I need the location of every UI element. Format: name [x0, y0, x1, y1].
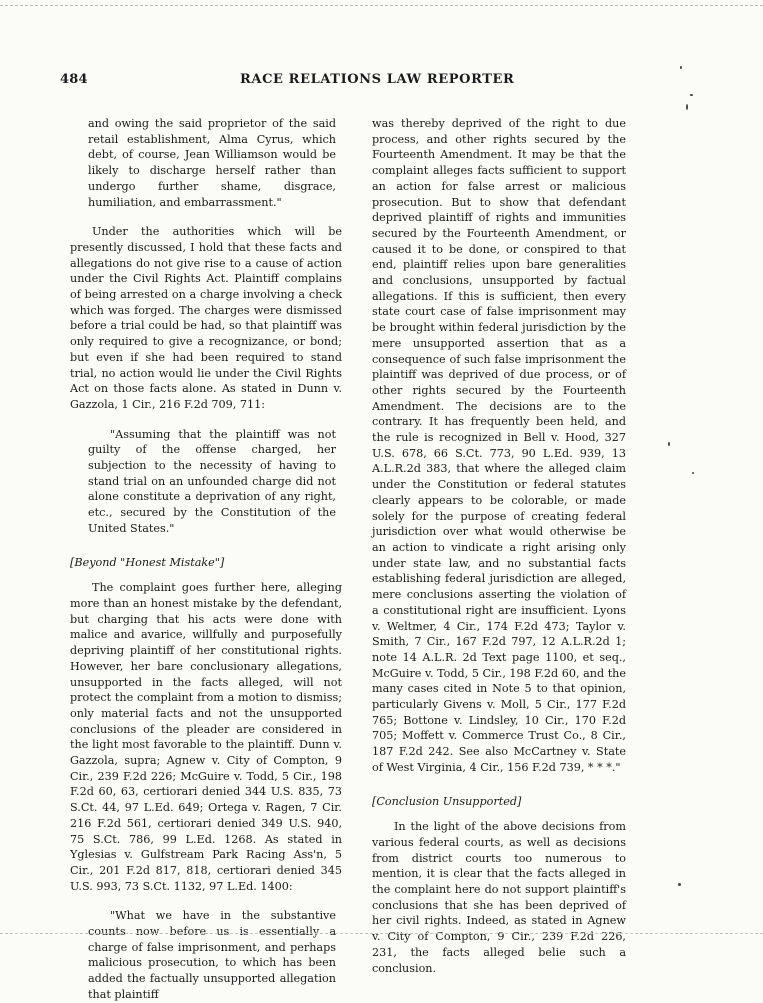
section-heading-conclusion: [Conclusion Unsupported]	[372, 794, 522, 808]
block-quote-yglesias: "What we have in the substantive counts now before us is essentially a charge of false imprisonment, and perhaps malicious prosecution, to which has been added the factually unsupported allegation that plaintiff	[88, 909, 336, 1001]
paragraph-quote-continued: was thereby deprived of the right to due process, and other rights secured by the Fourteenth Amendment. It may be that the complaint alleges facts sufficient to support an action for false arrest or malicious prosecution. But to show that defendant deprived plaintiff of rights and immunities secured by the Fourteenth Amendment, or caused it to be done, or conspired to that end, plaintiff relies upon bare generalities and conclusions, unsupported by factual allegations. If this is sufficient, then every state court case of false imprisonment may be brought within federal jurisdiction by the mere unsupported assertion that as a consequence of such false imprisonment the plaintiff was deprived of due process, or of other rights secured by the Fourteenth Amendment. The decisions are to the contrary. It has frequently been held, and the rule is recognized in Bell v. Hood, 327 U.S. 678, 66 S.Ct. 773, 90 L.Ed. 939, 13 A.L.R.2d 383, that where the alleged claim under the Constitution or federal statutes clearly appears to be colorable, or made solely for the purpose of creating federal jurisdiction over what would otherwise be an action to vindicate a right arising only under state law, and no substantial facts establishing federal jurisdiction are alleged, mere conclusions asserting the violation of a constitutional right are insufficient. Lyons v. Weltmer, 4 Cir., 174 F.2d 473; Taylor v. Smith, 7 Cir., 167 F.2d 797, 12 A.L.R.2d 1; note 14 A.L.R. 2d Text page 1100, et seq., McGuire v. Todd, 5 Cir., 198 F.2d 60, and the many cases cited in Note 5 to that opinion, particularly Givens v. Moll, 5 Cir., 177 F.2d 765; Bottone v. Lindsley, 10 Cir., 170 F.2d 705; Moffett v. Commerce Trust Co., 8 Cir., 187 F.2d 242. See also McCartney v. State of West Virginia, 4 Cir., 156 F.2d 739, * * *."	[372, 117, 627, 774]
paragraph-authorities: Under the authorities which will be presently discussed, I hold that these facts and allegations do not give rise to a cause of action under the Civil Rights Act. Plaintiff complains of being arrested on a charge involving a check which was forged. The charges were dismissed before a trial could be had, so that plaintiff was only required to give a recognizance, or bond; but even if she had been required to stand trial, no action would lie under the Civil Rights Act on those facts alone. As stated in Dunn v. Gazzola, 1 Cir., 216 F.2d 709, 711:	[70, 225, 342, 411]
page-bottom-edge	[0, 933, 763, 934]
page-top-edge	[0, 5, 763, 6]
section-heading-honest-mistake: [Beyond "Honest Mistake"]	[70, 555, 225, 569]
scan-speck	[692, 472, 694, 474]
left-column	[70, 116, 342, 1003]
scan-speck	[668, 442, 670, 446]
right-column	[372, 116, 626, 976]
paragraph-conclusion: In the light of the above decisions from various federal courts, as well as decisions from district courts too numerous to mention, it is clear that the facts alleged in the complaint here do not support plaintiff's conclusions that she has been deprived of her civil rights. Indeed, as stated in Agnew v. City of Compton, 9 Cir., 239 F.2d 226, 231, the facts alleged belie such a conclusion.	[372, 820, 626, 975]
paragraph-quote-continuation: and owing the said proprietor of the said retail establishment, Alma Cyrus, which debt, of course, Jean Williamson would be likely to discharge herself rather than undergo further shame, disgrace, humiliation, and embarrassment."	[88, 117, 336, 209]
scan-speck	[686, 104, 688, 110]
running-head: RACE RELATIONS LAW REPORTER	[240, 72, 515, 87]
page-number: 484	[60, 72, 88, 87]
scan-speck	[678, 883, 681, 886]
scan-speck	[680, 66, 682, 69]
paragraph-complaint: The complaint goes further here, alleging more than an honest mistake by the defendant, but charging that his acts were done with malice and avarice, willfully and purposefully depriving plaintiff of her constitutional rights. However, her bare conclusionary allegations, unsupported in the facts alleged, will not protect the complaint from a motion to dismiss; only material facts and not the unsupported conclusions of the pleader are considered in the light most favorable to the plaintiff. Dunn v. Gazzola, supra; Agnew v. City of Compton, 9 Cir., 239 F.2d 226; McGuire v. Todd, 5 Cir., 198 F.2d 60, 63, certiorari denied 344 U.S. 835, 73 S.Ct. 44, 97 L.Ed. 649; Ortega v. Ragen, 7 Cir. 216 F.2d 561, certiorari denied 349 U.S. 940, 75 S.Ct. 786, 99 L.Ed. 1268. As stated in Yglesias v. Gulfstream Park Racing Ass'n, 5 Cir., 201 F.2d 817, 818, certiorari denied 345 U.S. 993, 73 S.Ct. 1132, 97 L.Ed. 1400:	[70, 581, 342, 893]
block-quote-dunn: "Assuming that the plaintiff was not guilty of the offense charged, her subjection to the necessity of having to stand trial on an unfounded charge did not alone constitute a deprivation of any right, etc., secured by the Constitution of the United States."	[88, 427, 336, 535]
scan-speck	[690, 94, 693, 96]
